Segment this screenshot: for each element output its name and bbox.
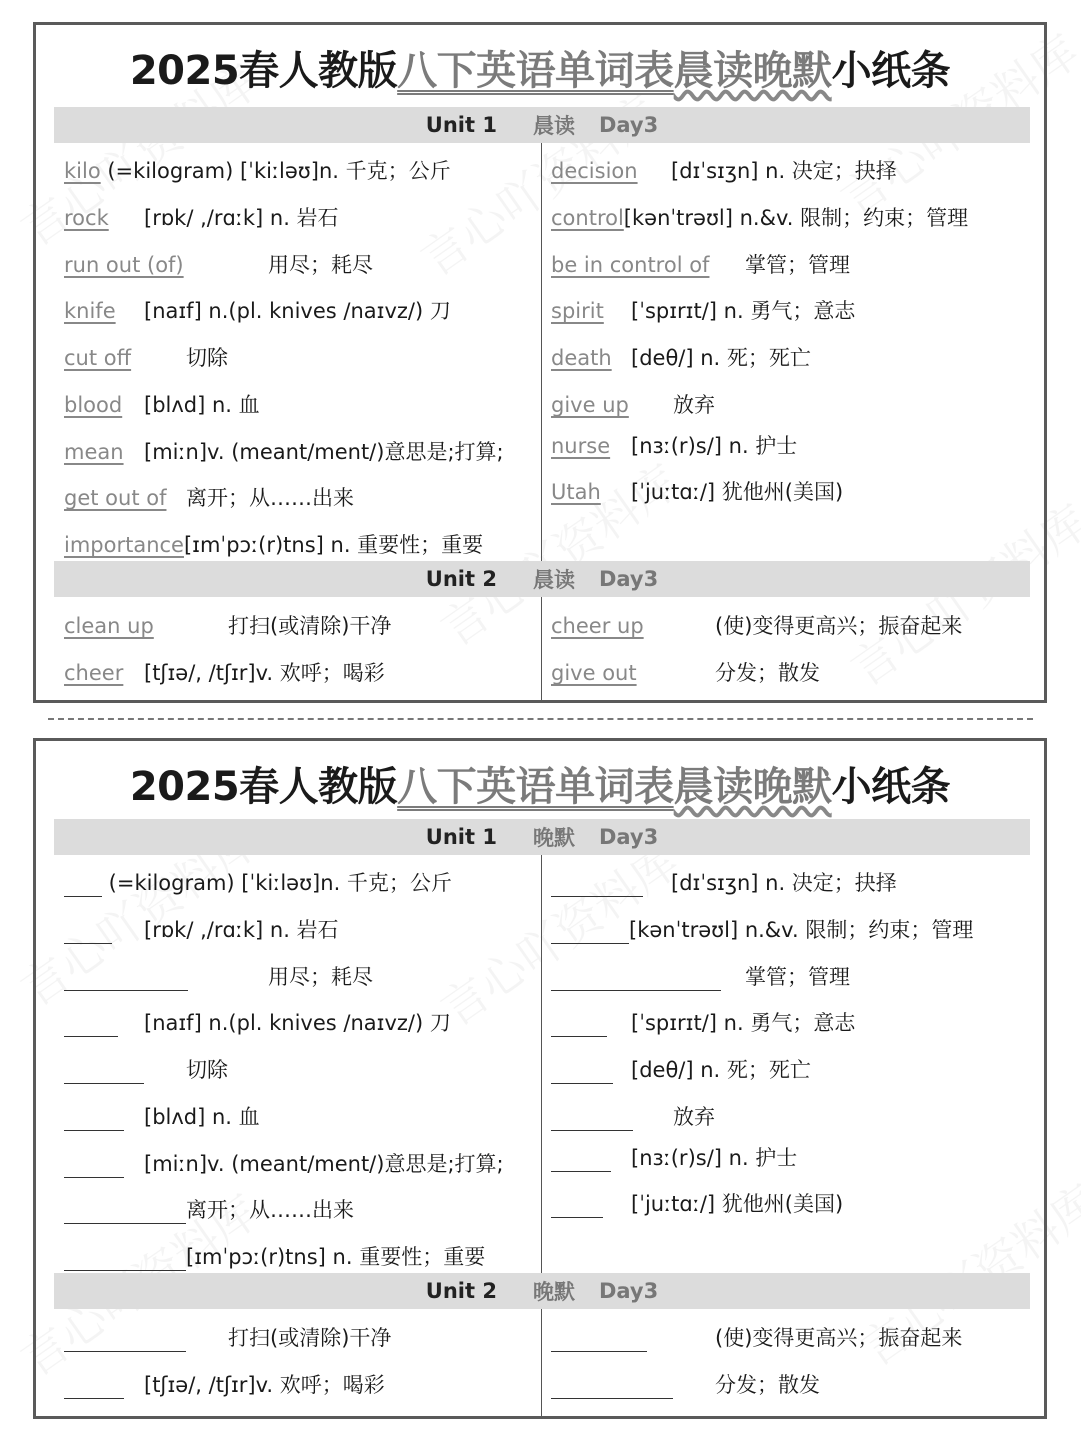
dictation-item: [ˈjuːtɑː/] 犹他州(美国)	[551, 1190, 843, 1218]
vocab-item: give up 放弃	[551, 393, 715, 417]
cut-line	[48, 718, 1033, 720]
dictation-item: 掌管；管理	[551, 963, 850, 991]
vocab-item: cheer up (使)变得更高兴；振奋起来	[551, 614, 963, 638]
vocab-item: be in control of 掌管；管理	[551, 253, 850, 277]
dictation-item: 打扫(或清除)干净	[64, 1324, 391, 1352]
column-divider	[541, 597, 542, 700]
blank-field[interactable]	[551, 874, 643, 897]
dictation-item: [deθ/] n. 死；死亡	[551, 1056, 811, 1084]
blank-field[interactable]	[64, 1155, 124, 1178]
vocab-item: give out 分发；散发	[551, 661, 820, 685]
unit1-evening-header: Unit 1 晚默 Day3	[54, 819, 1030, 855]
blank-field[interactable]	[64, 968, 188, 991]
blank-field[interactable]	[551, 1376, 673, 1399]
blank-field[interactable]	[551, 1014, 607, 1037]
vocab-item: Utah [ˈjuːtɑː/] 犹他州(美国)	[551, 480, 844, 504]
blank-field[interactable]	[64, 1061, 144, 1084]
vocab-item: control[kənˈtrəʊl] n.&v. 限制；约束；管理	[551, 206, 969, 230]
dictation-item: (=kilogram) [ˈkiːləʊ]n. 千克；公斤	[64, 869, 452, 897]
dictation-item: 分发；散发	[551, 1371, 820, 1399]
vocab-item: rock [rɒk/ ,/rɑːk] n. 岩石	[64, 206, 339, 230]
dictation-item: [rɒk/ ,/rɑːk] n. 岩石	[64, 916, 339, 944]
blank-field[interactable]	[64, 1108, 124, 1131]
blank-field[interactable]	[551, 968, 721, 991]
unit2-evening-header: Unit 2 晚默 Day3	[54, 1273, 1030, 1309]
dictation-item: (使)变得更高兴；振奋起来	[551, 1324, 962, 1352]
dictation-item: [miːn]v. (meant/ment/)意思是;打算;	[64, 1150, 504, 1178]
dictation-item: 放弃	[551, 1103, 715, 1131]
vocab-item: cut off 切除	[64, 346, 228, 370]
card-title: 2025春人教版八下英语单词表晨读晚默小纸条	[129, 764, 951, 810]
evening-dictation-card	[33, 738, 1047, 1419]
dictation-item: [dɪˈsɪʒn] n. 决定；抉择	[551, 869, 897, 897]
vocab-item: death [deθ/] n. 死；死亡	[551, 346, 811, 370]
unit1-morning-header: Unit 1 晨读 Day3	[54, 107, 1030, 143]
dictation-item: 用尽；耗尽	[64, 963, 373, 991]
dictation-item: [kənˈtrəʊl] n.&v. 限制；约束；管理	[551, 916, 973, 944]
blank-field[interactable]	[551, 1195, 603, 1218]
morning-reading-card	[33, 22, 1047, 703]
vocab-item: get out of 离开；从……出来	[64, 486, 354, 510]
vocab-item: kilo (=kilogram) [ˈkiːləʊ]n. 千克；公斤	[64, 159, 451, 183]
blank-field[interactable]	[64, 921, 112, 944]
vocab-item: blood [blʌd] n. 血	[64, 393, 260, 417]
blank-field[interactable]	[64, 874, 102, 897]
dictation-item: [ɪmˈpɔː(r)tns] n. 重要性；重要	[64, 1243, 485, 1271]
dictation-item: 离开；从……出来	[64, 1196, 354, 1224]
column-divider	[541, 1309, 542, 1416]
vocab-item: mean [miːn]v. (meant/ment/)意思是;打算;	[64, 440, 504, 464]
vocab-item: cheer [tʃɪə/, /tʃɪr]v. 欢呼；喝彩	[64, 661, 385, 685]
dictation-item: [blʌd] n. 血	[64, 1103, 260, 1131]
blank-field[interactable]	[64, 1329, 186, 1352]
card-title: 2025春人教版八下英语单词表晨读晚默小纸条	[129, 48, 951, 94]
dictation-item: [tʃɪə/, /tʃɪr]v. 欢呼；喝彩	[64, 1371, 385, 1399]
vocab-item: decision [dɪˈsɪʒn] n. 决定；抉择	[551, 159, 897, 183]
dictation-item: [nɜː(r)s/] n. 护士	[551, 1144, 797, 1172]
blank-field[interactable]	[551, 1329, 647, 1352]
vocab-item: importance[ɪmˈpɔː(r)tns] n. 重要性；重要	[64, 533, 484, 557]
vocab-item: run out (of) 用尽；耗尽	[64, 253, 373, 277]
blank-field[interactable]	[551, 921, 629, 944]
blank-field[interactable]	[551, 1061, 613, 1084]
vocab-item: knife [naɪf] n.(pl. knives /naɪvz/) 刀	[64, 299, 451, 323]
dictation-item: [naɪf] n.(pl. knives /naɪvz/) 刀	[64, 1009, 451, 1037]
vocab-item: clean up 打扫(或清除)干净	[64, 614, 392, 638]
blank-field[interactable]	[551, 1108, 633, 1131]
vocab-item: nurse [nɜː(r)s/] n. 护士	[551, 434, 798, 458]
column-divider	[541, 143, 542, 561]
blank-field[interactable]	[64, 1201, 186, 1224]
column-divider	[541, 855, 542, 1273]
vocab-item: spirit [ˈspɪrɪt/] n. 勇气；意志	[551, 299, 856, 323]
blank-field[interactable]	[551, 1149, 611, 1172]
blank-field[interactable]	[64, 1376, 124, 1399]
dictation-item: 切除	[64, 1056, 228, 1084]
dictation-item: [ˈspɪrɪt/] n. 勇气；意志	[551, 1009, 855, 1037]
blank-field[interactable]	[64, 1248, 186, 1271]
blank-field[interactable]	[64, 1014, 118, 1037]
unit2-morning-header: Unit 2 晨读 Day3	[54, 561, 1030, 597]
